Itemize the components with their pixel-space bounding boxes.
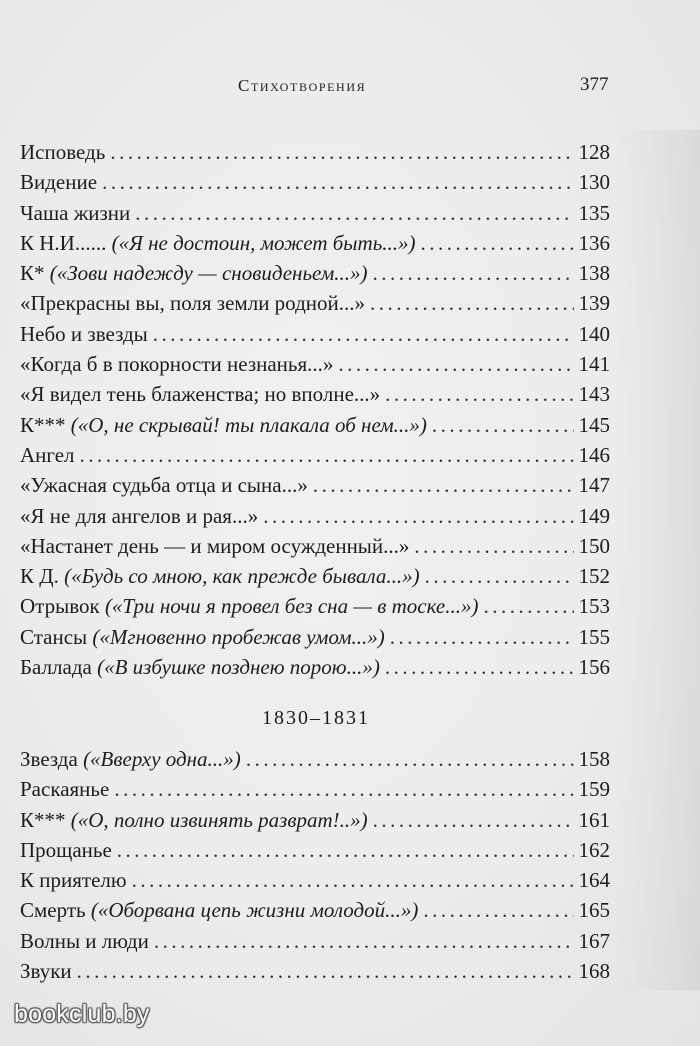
- entry-page-number: 149: [578, 503, 610, 528]
- entry-title: [20, 349, 333, 379]
- entry-title-main: «Я не для ангелов и рая...»: [20, 503, 259, 528]
- entry-page-number: 143: [578, 382, 610, 407]
- entry-title: [20, 622, 385, 652]
- entry-title-main: Небо и звезды: [20, 321, 148, 346]
- entry-title-main: Баллада: [20, 655, 98, 680]
- entry-title-main: «Когда б в покорности незнанья...»: [20, 352, 334, 377]
- contents-entry: [20, 622, 610, 652]
- entry-page-number: 135: [578, 200, 610, 225]
- dot-leader: [421, 228, 574, 258]
- dot-leader: [117, 835, 574, 865]
- entry-title: [20, 228, 416, 258]
- entry-first-line: («Вверху одна...»): [83, 747, 241, 771]
- entry-title: [20, 319, 148, 349]
- entry-first-line: («О, полно извинять разврат!..»): [70, 807, 368, 832]
- dot-leader: [80, 440, 574, 470]
- entry-title: [20, 288, 365, 318]
- entry-page-number: 140: [578, 321, 610, 346]
- contents-entry: [20, 805, 610, 835]
- contents-entry: [20, 591, 610, 621]
- entry-page-number: 146: [578, 442, 610, 467]
- entry-title: [20, 410, 427, 440]
- entry-title-main: Звезда: [20, 747, 84, 771]
- entry-title-main: К***: [20, 412, 71, 437]
- entry-first-line: («В избушке позднею порою...»): [97, 655, 380, 680]
- contents-entry: [20, 865, 610, 895]
- contents-entry: [20, 137, 610, 167]
- entry-title: [20, 744, 241, 774]
- dot-leader: [414, 531, 573, 561]
- entry-title-main: К*: [20, 261, 50, 286]
- dot-leader: [154, 926, 574, 956]
- entry-title-main: «Прекрасны вы, поля земли родной...»: [20, 291, 365, 316]
- entry-title-main: Чаша жизни: [20, 200, 131, 225]
- dot-leader: [432, 410, 574, 440]
- entry-title: [20, 379, 380, 409]
- running-title: Стихотворения: [238, 76, 367, 95]
- entry-page-number: 156: [578, 655, 610, 680]
- entry-page-number: 141: [578, 352, 610, 377]
- dot-leader: [370, 288, 574, 318]
- entry-title-main: «Ужасная судьба отца и сына...»: [20, 473, 308, 498]
- entry-title: [20, 895, 418, 925]
- contents-entry: [20, 774, 610, 804]
- page-number: 377: [580, 74, 609, 95]
- contents-entry: [20, 167, 610, 197]
- entry-first-line: («Оборвана цепь жизни молодой...»): [90, 898, 419, 923]
- entry-title: [20, 470, 308, 500]
- bleed-through-shadow: [612, 130, 700, 990]
- dot-leader: [102, 167, 573, 197]
- contents-entry: [20, 895, 610, 925]
- entry-page-number: 161: [578, 807, 610, 832]
- dot-leader: [385, 379, 573, 409]
- entry-page-number: 162: [578, 837, 610, 862]
- entry-first-line: («Три ночи я провел без сна — в тоске...»): [104, 594, 479, 619]
- entry-first-line: («Зови надежду — сновиденьем...»): [49, 261, 368, 286]
- entry-title-main: «Настанет день — и миром осужденный...»: [20, 533, 410, 558]
- entry-title-main: Волны и люди: [20, 928, 149, 953]
- entry-first-line: («Я не достоин, может быть...»): [111, 230, 416, 255]
- dot-leader: [77, 956, 574, 986]
- entry-title-main: Смерть: [20, 898, 91, 923]
- entry-title: [20, 774, 109, 804]
- entry-page-number: 150: [578, 533, 610, 558]
- entry-page-number: 159: [578, 777, 610, 802]
- entry-title-main: Раскаянье: [20, 777, 110, 802]
- contents-entry: [20, 258, 610, 288]
- contents-entry: [20, 410, 610, 440]
- entry-page-number: 155: [578, 624, 610, 649]
- entry-title-main: Прощанье: [20, 837, 112, 862]
- dot-leader: [372, 258, 573, 288]
- entry-title: [20, 440, 75, 470]
- contents-entry: [20, 835, 610, 865]
- entry-title: [20, 835, 112, 865]
- dot-leader: [263, 501, 573, 531]
- entry-page-number: 145: [578, 412, 610, 437]
- dot-leader: [153, 319, 574, 349]
- entry-title-main: Отрывок: [20, 594, 105, 619]
- entry-title-main: К Н.И......: [20, 230, 112, 255]
- entry-title: [20, 805, 368, 835]
- contents-entry: [20, 349, 610, 379]
- contents-entry: [20, 470, 610, 500]
- entry-title: [20, 137, 105, 167]
- entry-first-line: («Мгновенно пробежав умом...»): [92, 624, 385, 649]
- contents-entry: [20, 379, 610, 409]
- entry-title: [20, 652, 380, 682]
- running-header: [0, 74, 700, 104]
- entry-page-number: 167: [578, 928, 610, 953]
- entry-title-main: К***: [20, 807, 71, 832]
- entry-title: [20, 501, 258, 531]
- entry-page-number: 139: [578, 291, 610, 316]
- entry-title: [20, 926, 149, 956]
- dot-leader: [313, 470, 574, 500]
- entry-page-number: 165: [578, 898, 610, 923]
- entry-title-main: К приятелю: [20, 868, 127, 893]
- dot-leader: [425, 561, 574, 591]
- section-heading-years: 1830–1831: [262, 707, 370, 729]
- entry-page-number: 136: [578, 230, 610, 255]
- entry-first-line: («Будь со мною, как прежде бывала...»): [64, 564, 420, 589]
- entry-title: [20, 167, 97, 197]
- dot-leader: [373, 805, 574, 835]
- contents-entry: [20, 288, 610, 318]
- contents-entry: [20, 440, 610, 470]
- entry-title: [20, 561, 420, 591]
- entry-page-number: 168: [578, 959, 610, 984]
- entry-page-number: 158: [578, 747, 610, 771]
- entry-title: [20, 198, 130, 228]
- entry-first-line: («О, не скрывай! ты плакала об нем...»): [70, 412, 427, 437]
- entry-title-main: Звуки: [20, 959, 72, 984]
- entry-title-main: К Д.: [20, 564, 65, 589]
- entry-page-number: 130: [578, 170, 610, 195]
- contents-list-part-1: [20, 137, 610, 682]
- entry-title-main: Видение: [20, 170, 98, 195]
- entry-title: [20, 865, 127, 895]
- contents-entry: [20, 926, 610, 956]
- contents-entry: [20, 561, 610, 591]
- entry-title-main: Ангел: [20, 442, 75, 467]
- entry-title: [20, 956, 72, 986]
- contents-list-part-2: [20, 744, 610, 986]
- entry-title-main: Стансы: [20, 624, 93, 649]
- dot-leader: [338, 349, 573, 379]
- dot-leader: [484, 591, 574, 621]
- dot-leader: [246, 744, 574, 774]
- contents-entry: [20, 198, 610, 228]
- entry-page-number: 138: [578, 261, 610, 286]
- dot-leader: [132, 865, 574, 895]
- contents-entry: [20, 501, 610, 531]
- entry-page-number: 153: [578, 594, 610, 619]
- dot-leader: [385, 652, 574, 682]
- contents-entry: [20, 319, 610, 349]
- entry-title: [20, 531, 409, 561]
- contents-entry: [20, 956, 610, 986]
- site-watermark: bookclub.by: [14, 1000, 150, 1028]
- dot-leader: [423, 895, 573, 925]
- dot-leader: [114, 774, 573, 804]
- entry-title: [20, 591, 479, 621]
- entry-title: [20, 258, 367, 288]
- contents-entry: [20, 531, 610, 561]
- contents-entry: [20, 744, 610, 774]
- contents-entry: [20, 228, 610, 258]
- dot-leader: [135, 198, 573, 228]
- contents-entry: [20, 652, 610, 682]
- dot-leader: [390, 622, 574, 652]
- entry-title-main: Исповедь: [20, 140, 106, 164]
- entry-page-number: 152: [578, 564, 610, 589]
- entry-page-number: 164: [578, 868, 610, 893]
- entry-page-number: 128: [578, 140, 610, 164]
- entry-title-main: «Я видел тень блаженства; но вполне...»: [20, 382, 381, 407]
- dot-leader: [110, 137, 573, 167]
- entry-page-number: 147: [578, 473, 610, 498]
